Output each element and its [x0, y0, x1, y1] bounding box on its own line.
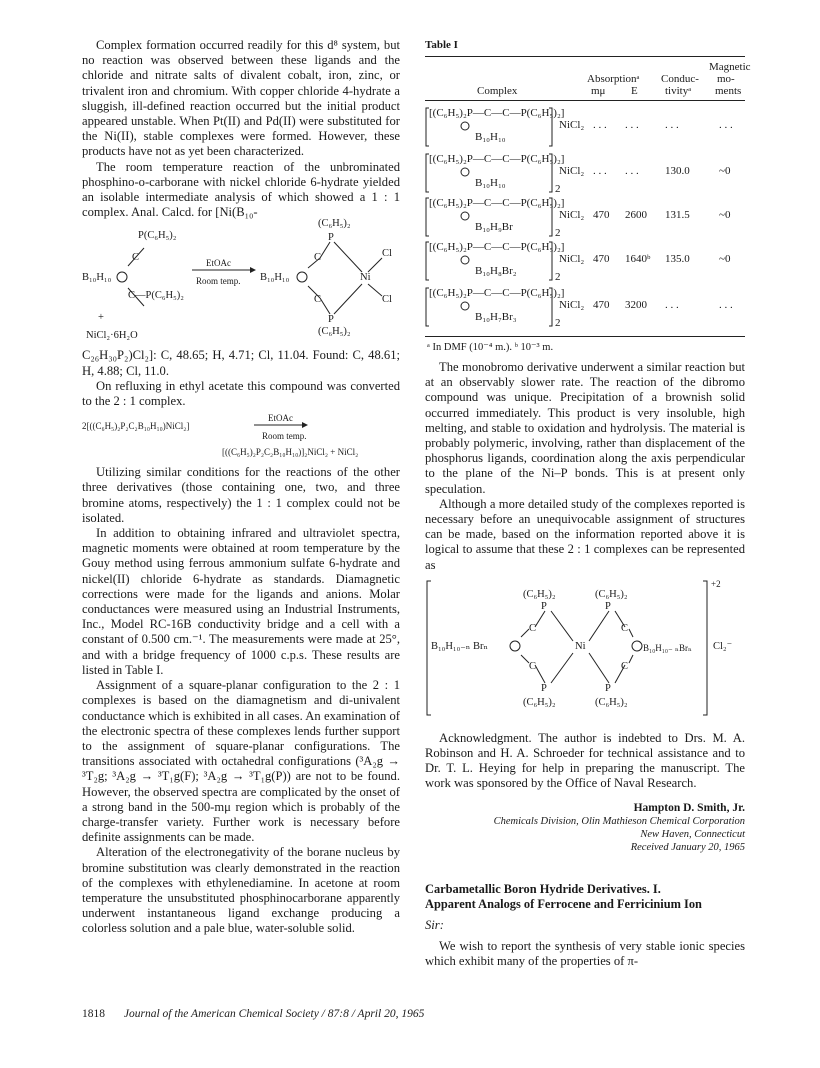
- reaction-equation: [82, 409, 400, 465]
- reagent-label: NiCl₂·6H₂O: [86, 330, 138, 342]
- header-moments-2: ments: [715, 85, 742, 97]
- header-conductivity: Conduc-: [661, 73, 699, 85]
- cell-e: . . .: [625, 165, 639, 177]
- cell-mmu: . . .: [593, 119, 607, 131]
- cell-magnetic: ~0: [719, 253, 731, 265]
- city: New Haven, Connecticut: [640, 828, 745, 840]
- carbon-label: C: [621, 622, 629, 634]
- charge-label: +2: [711, 578, 721, 589]
- received-date: Received January 20, 1965: [630, 841, 745, 853]
- article-title-line: Carbametallic Boron Hydride Derivatives. I.: [425, 881, 661, 896]
- table-row: [425, 286, 745, 330]
- paragraph: Alteration of the electronegativity of the borane nucleus by bromine substitution was clearly demonstrated in the reaction of the complexes with ethylenediamine. In acetone at room temperature the unsubstituted phosphinocarborane apparently underwent instantaneous ligand exchange producing a colorless solution and a pale blue, water-soluble solid.: [82, 845, 400, 936]
- cell-mmu: . . .: [593, 165, 607, 177]
- cell-conductivity: 130.0: [665, 165, 690, 177]
- header-complex: Complex: [477, 85, 518, 97]
- carbon-label: C: [529, 622, 537, 634]
- table-footnote: ᵃ In DMF (10⁻⁴ m.). ᵇ 10⁻³ m.: [427, 342, 554, 353]
- ligand-formula: [(C₆H₅)₂P—C—C—P(C₆H₅)₂]: [429, 241, 565, 253]
- chlorine-label: Cl: [382, 248, 392, 260]
- page-footer: [82, 1008, 424, 1020]
- carbon-label: C: [314, 252, 322, 264]
- subscript: 2: [555, 317, 561, 329]
- chloride-label: Cl₂⁻: [713, 640, 733, 652]
- subscript: 2: [555, 183, 561, 195]
- header-moments: mo-: [717, 73, 735, 85]
- cell-conductivity: . . .: [665, 299, 679, 311]
- table-rule-bottom: [425, 336, 745, 337]
- paragraph: Assignment of a square-planar configuration to the 2 : 1 complexes is based on the diamagnetism and di-univalent conductance which is exhibited in all cases. An examination of the electronic spectra of these complexes lends further support to the assignment of square-planar configurations. The transitions associated with octahedral configurations (³A₂g → ³T₂g; ³A₂g → ³T₁g(F); ³A₂g → ³T₁g(P)) are not to be found. However, the observed spectra are complicated by the onset of a strong band in the 500-mμ region which is probably of the charge-transfer variety. Further work is necessary before definite assignments can be made.: [82, 678, 400, 845]
- author-name: Hampton D. Smith, Jr.: [633, 801, 745, 814]
- product-borane-label: B₁₀H₁₀: [260, 272, 290, 284]
- phosphorus-label: P: [541, 600, 547, 612]
- carbon-phosphine-label: C—P(C₆H₅)₂: [128, 290, 184, 302]
- carbon-label: C: [314, 294, 322, 306]
- subscript: 2: [555, 271, 561, 283]
- table-rule-header: [425, 100, 745, 101]
- cell-e: 1640ᵇ: [625, 253, 651, 265]
- phenyl-label: (C₆H₅)₂: [595, 588, 628, 600]
- header-e: E: [631, 85, 638, 97]
- cell-magnetic: . . .: [719, 119, 733, 131]
- subscript: 2: [555, 227, 561, 239]
- product-formula: [((C₆H₅)₂P₂C₂B₁₀H₁₀)]₂NiCl₂ + NiCl₂: [222, 447, 359, 458]
- paragraph: The room temperature reaction of the unbrominated phosphino-o-carborane with nickel chloride 6-hydrate yielded an isolable intermediate analysis of which showed a 1 : 1 complex. Anal. Calcd. for [Ni(B₁₀-: [82, 159, 400, 220]
- cell-conductivity: 131.5: [665, 209, 690, 221]
- scheme-bonds: [82, 226, 400, 344]
- carbon-label: C: [621, 660, 629, 672]
- chlorine-label: Cl: [382, 294, 392, 306]
- salt: NiCl₂: [559, 209, 585, 221]
- phosphorus-label: P: [605, 682, 611, 694]
- phenyl-label: (C₆H₅)₂: [595, 696, 628, 708]
- left-borane-group: B₁₀H₁₀₋ₙ Brₙ: [431, 640, 488, 652]
- borane-label: B₁₀H₁₀: [82, 272, 112, 284]
- ligand-formula: [(C₆H₅)₂P—C—C—P(C₆H₅)₂]: [429, 197, 565, 209]
- affiliation: Chemicals Division, Olin Mathieson Chemical Corporation: [493, 815, 745, 827]
- borane-formula: B₁₀H₁₀: [475, 177, 506, 189]
- left-column: [82, 38, 400, 937]
- cell-mmu: 470: [593, 209, 610, 221]
- table-row: [425, 240, 745, 284]
- cell-magnetic: . . .: [719, 299, 733, 311]
- nickel-label: Ni: [575, 640, 586, 652]
- cell-e: . . .: [625, 119, 639, 131]
- right-borane-group: B₁₀H₁₀₋ ₙBrₙ: [643, 642, 692, 653]
- phenyl-label: (C₆H₅)₂: [318, 218, 351, 230]
- salt: NiCl₂: [559, 165, 585, 177]
- ligand-formula: [(C₆H₅)₂P—C—C—P(C₆H₅)₂]: [429, 287, 565, 299]
- phosphorus-label: P: [328, 232, 334, 244]
- borane-formula: B₁₀H₉Br: [475, 221, 513, 233]
- condition-label: Room temp.: [262, 431, 307, 442]
- article-title: [425, 882, 745, 912]
- acknowledgment: Acknowledgment. The author is indebted to Drs. M. A. Robinson and H. A. Schroeder for technical assistance and to Dr. T. L. Heying for help in preparing the manuscript. The work was sponsored by the Office of Naval Research.: [425, 730, 745, 791]
- article-title-line: Apparent Analogs of Ferrocene and Ferricinium Ion: [425, 896, 702, 911]
- carbon-label: C: [529, 660, 537, 672]
- cell-e: 3200: [625, 299, 647, 311]
- borane-formula: B₁₀H₈Br₂: [475, 265, 517, 277]
- ligand-formula: [(C₆H₅)₂P—C—C—P(C₆H₅)₂]: [429, 153, 565, 165]
- journal-citation: Journal of the American Chemical Society / 87:8 / April 20, 1965: [123, 1008, 425, 1020]
- cell-magnetic: ~0: [719, 165, 731, 177]
- cell-e: 2600: [625, 209, 647, 221]
- phosphorus-label: P: [328, 314, 334, 326]
- phosphorus-label: P: [605, 600, 611, 612]
- plus-sign: +: [98, 312, 104, 324]
- paragraph: On refluxing in ethyl acetate this compound was converted to the 2 : 1 complex.: [82, 378, 400, 409]
- table-row: [425, 106, 745, 150]
- solvent-label: EtOAc: [268, 413, 293, 424]
- paragraph: C₂₆H₃₀P₂)Cl₂]: C, 48.65; H, 4.71; Cl, 11.04. Found: C, 48.61; H, 4.88; Cl, 11.0.: [82, 348, 400, 378]
- salt: NiCl₂: [559, 253, 585, 265]
- right-column: [425, 38, 751, 969]
- salutation: Sir:: [425, 917, 444, 932]
- cell-conductivity: 135.0: [665, 253, 690, 265]
- author-block: [425, 802, 745, 854]
- phenyl-label: (C₆H₅)₂: [523, 588, 556, 600]
- paragraph: Although a more detailed study of the complexes reported is necessary before an unequivocable assignment of structures can be made, based on the information reported above it is logical to assume that these 2 : 1 complexes can be represented as: [425, 496, 745, 572]
- reactant-formula: 2[((C₆H₅)₂P₂C₂B₁₀H₁₀)NiCl₂]: [82, 421, 190, 432]
- complex-structure: [425, 577, 745, 723]
- header-mmu: mμ: [591, 85, 606, 97]
- table-1: [425, 38, 751, 360]
- header-absorption: Absorptionᵃ: [587, 73, 640, 85]
- phenyl-label: (C₆H₅)₂: [523, 696, 556, 708]
- cell-mmu: 470: [593, 299, 610, 311]
- borane-formula: B₁₀H₁₀: [475, 131, 506, 143]
- table-title: Table I: [425, 39, 458, 51]
- borane-formula: B₁₀H₇Br₃: [475, 311, 517, 323]
- header-conductivity-2: tivityᵃ: [665, 85, 692, 97]
- phenyl-label: (C₆H₅)₂: [318, 326, 351, 338]
- carbon-label: C: [132, 252, 140, 264]
- paragraph: The monobromo derivative underwent a similar reaction but at an observably slower rate. The reaction of the dibromo compound was unique. Precipitation of a brownish solid occurred immediately. This product is very insoluble, high melting, and stable to oxidation and hydrolysis. The material is probably polymeric, involving, rather than displacement of the phosphorus ligands, coordination along the axis perpendicular to the plane of the Ni–P bonds. This is at present only speculation.: [425, 360, 745, 496]
- table-rule-top: [425, 56, 745, 57]
- salt: NiCl₂: [559, 119, 585, 131]
- reaction-scheme: [82, 218, 400, 344]
- cell-conductivity: . . .: [665, 119, 679, 131]
- table-row: [425, 196, 745, 240]
- paragraph: Complex formation occurred readily for this d⁸ system, but no reaction was observed between these ligands and the chloride and nitrate salts of divalent cobalt, iron, zinc, or trivalent iron and chromium. With copper chloride 4-hydrate a sluggish, ill-defined reaction occurred but the initial product appeared unstable. When Pt(II) and Pd(II) were substituted for the Ni(II), stable complexes were formed. However, these products have not as yet been characterized.: [82, 38, 400, 159]
- salt: NiCl₂: [559, 299, 585, 311]
- page-number: 1818: [82, 1008, 105, 1020]
- phosphine-label: P(C₆H₅)₂: [138, 230, 177, 242]
- solvent-label: EtOAc: [206, 258, 231, 269]
- paragraph: Utilizing similar conditions for the reactions of the other three derivatives (those containing one, two, and three bromine atoms, respectively) the 1 : 1 complex could not be isolated.: [82, 465, 400, 525]
- paragraph: We wish to report the synthesis of very stable ionic species which exhibit many of the properties of π-: [425, 938, 745, 969]
- phosphorus-label: P: [541, 682, 547, 694]
- table-row: [425, 152, 745, 196]
- nickel-label: Ni: [360, 272, 371, 284]
- condition-label: Room temp.: [196, 276, 241, 287]
- paragraph: In addition to obtaining infrared and ultraviolet spectra, magnetic moments were obtained at room temperature by the Gouy method using ferrous ammonium sulfate 6-hydrate and nickel(II) chloride 6-hydrate as standards. Diamagnetic corrections were made for the ligands and anions. Molar conductances were measured using an Industrial Instruments, Inc., Model RC-16B conductivity bridge and a cell with a constant of 0.500 cm.⁻¹. The measurements were made at 25°, and with a bridge frequency of 1000 c.p.s. These results are listed in Table I.: [82, 526, 400, 677]
- header-magnetic: Magnetic: [709, 61, 751, 73]
- ligand-formula: [(C₆H₅)₂P—C—C—P(C₆H₅)₂]: [429, 107, 565, 119]
- cell-magnetic: ~0: [719, 209, 731, 221]
- cell-mmu: 470: [593, 253, 610, 265]
